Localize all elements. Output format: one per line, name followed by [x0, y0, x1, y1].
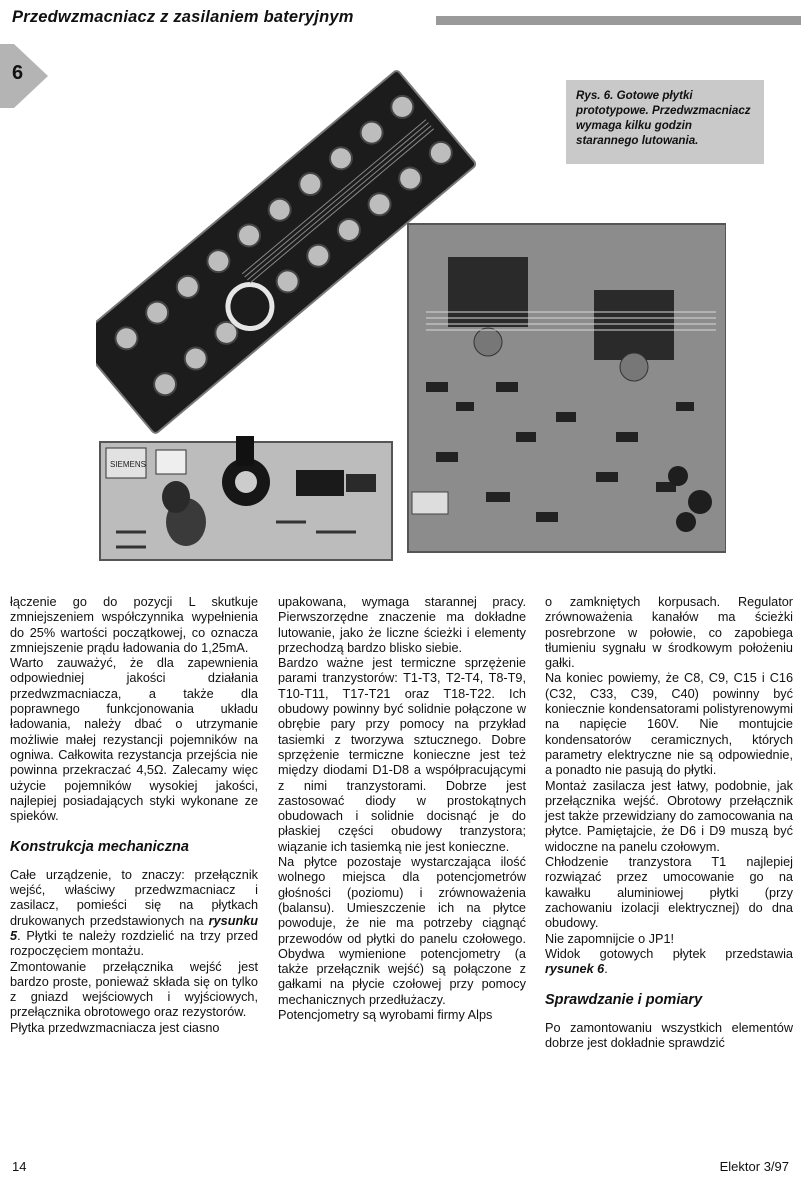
paragraph: Nie zapomnijcie o JP1! [545, 931, 675, 946]
text-column-2 [278, 595, 526, 1023]
figure-caption [566, 80, 764, 164]
page-title: Przedwzmacniacz z zasilaniem bateryjnym [12, 8, 354, 26]
paragraph: Potencjometry są wyrobami firmy Alps [278, 1008, 493, 1023]
text-column-1 [10, 595, 258, 1036]
magazine-issue: Elektor 3/97 [719, 1159, 789, 1174]
paragraph: Zmontowanie przełącznika wejść jest bardzo proste, ponieważ składa się on tylko z gniazd wejściowych i wyjściowych, przełącznika obrotowego oraz rezystorów. [10, 959, 258, 1020]
paragraph: o zamkniętych korpusach. Regulator zrównoważenia kanałów ma ścieżki posrebrzone w połowie, co zapobiega tłumieniu sygnału w środkowym położeniu gałki. [545, 595, 793, 671]
paragraph: Warto zauważyć, że dla zapewnienia odpowiedniej jakości działania przedwzmacniacza, a także dla poprawnego funkcjonowania układu ładowania, należy dbać o utrzymanie możliwie małej rezystancji pojemników na ogniwa. Całkowita rezystancja przejścia nie powinna przekraczać 4,5Ω. Zalecamy więc użycie pojemników wysokiej jakości, najlepiej posiadających styki wykonane ze spieków. [10, 656, 258, 824]
paragraph: Bardzo ważne jest termiczne sprzężenie parami tranzystorów: T1-T3, T2-T4, T8-T9, T10-T11, T17-T21 oraz T18-T22. Ich obudowy powinny być solidnie połączone w obrębie pary przy pomocy na przykład tasiemki z tworzywa sztucznego. Dobre sprzężenie termiczne konieczne jest też między diodami D1-D8 a współpracującymi z nimi tranzystorami. Dobrze jest zastosować diody w prostokątnych obudowach i solidnie docisnąć je do płaskiej części obudowy tranzystora; wiązanie ich tasiemką nie jest konieczne. [278, 656, 526, 854]
text-column-3 [545, 595, 793, 1051]
section-heading: Konstrukcja mechaniczna [10, 839, 189, 856]
paragraph: Po zamontowaniu wszystkich elementów dobrze jest dokładnie sprawdzić [545, 1020, 793, 1051]
badge-arrow-shape [0, 44, 48, 108]
paragraph: Na płytce pozostaje wystarczająca ilość wolnego miejsca dla potencjometrów głośności (poziomu) i zrównoważenia (balansu). Umieszczenie ich na płytce powoduje, że nie ma potrzeby ciągnąć przewodów od płytki do panelu czołowego. Obydwa wymienione potencjometry (a także przełącznik wejść) są połączone z gałkami na płycie czołowej przy pomocy mechanicznych przedłużaczy. [278, 855, 526, 1007]
paragraph: Montaż zasilacza jest łatwy, podobnie, jak przełącznika wejść. Obrotowy przełącznik jest także przewidziany do zamocowania na płytce. Pamiętajcie, że D6 i D9 muszą być widoczne na panelu czołowym. [545, 778, 793, 854]
page-number: 14 [12, 1159, 27, 1174]
figure-number-badge [0, 44, 48, 108]
paragraph: Chłodzenie tranzystora T1 najlepiej rozwiązać przez umocowanie go na kawałku aluminiowej płytki (przy zachowaniu izolacji elektrycznej) do dna obudowy. [545, 855, 793, 931]
section-heading: Sprawdzanie i pomiary [545, 992, 703, 1009]
header-rule [436, 16, 801, 25]
power-supply-board [100, 436, 392, 560]
figure-reference: rysunek 6 [545, 962, 605, 977]
paragraph: Widok gotowych płytek przedstawia rysunek 6. [545, 946, 793, 977]
paragraph: Całe urządzenie, to znaczy: przełącznik wejść, właściwy przedwzmacniacz i zasilacz, pomieści się na płytkach drukowanych przedstawionych na rysunku 5. Płytki te należy rozdzielić na trzy przed rozpoczęciem montażu. [10, 867, 258, 959]
svg-text:SIEMENS: SIEMENS [110, 460, 147, 469]
figure-number: 6 [12, 62, 24, 84]
caption-label: Rys. 6. [576, 89, 614, 102]
caption-text: Gotowe płytki prototypowe. Przedwzmacniacz wymaga kilku godzin starannego lutowania. [576, 89, 751, 147]
paragraph: Płytka przedwzmacniacza jest ciasno [10, 1020, 220, 1035]
figure-reference: rysunku 5 [10, 913, 258, 943]
paragraph: Na koniec powiemy, że C8, C9, C15 i C16 (C32, C33, C39, C40) powinny być koniecznie kondensatorami polistyrenowymi na napięcie 160V. Nie montujcie kondensatorów ceramicznych, których parametry elektryczne nie są odpowiednie, a ponadto nie pasują do płytki. [545, 671, 793, 778]
page-header [12, 8, 792, 32]
paragraph: upakowana, wymaga starannej pracy. Pierwszorzędne znaczenie ma dokładne lutowanie, jako że liczne ścieżki i elementy przechodzą bardzo blisko siebie. [278, 595, 526, 655]
preamplifier-board [408, 224, 726, 552]
paragraph: łączenie go do pozycji L skutkuje zmniejszeniem współczynnika wypełnienia do 25% wartości początkowej, co oznacza zmniejszenie prądu ładowania do 1,25mA. [10, 595, 258, 655]
